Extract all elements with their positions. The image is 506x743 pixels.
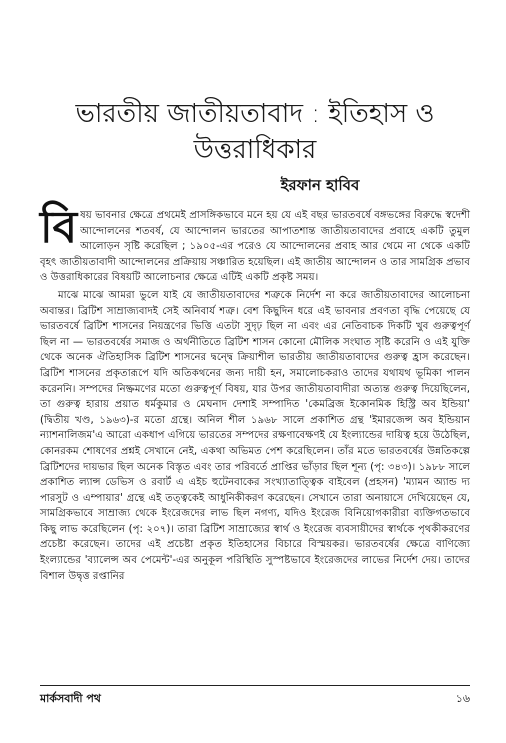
- paragraph-1: [40, 202, 470, 286]
- title-line-2: উত্তরাধিকার: [193, 135, 317, 165]
- footer-divider: [40, 685, 470, 686]
- article-body: [40, 202, 470, 584]
- title-line-1: ভারতীয় জাতীয়তাবাদ : ইতিহাস ও: [75, 99, 435, 129]
- article-title: [40, 96, 470, 168]
- page-number: ১৬: [455, 692, 470, 705]
- journal-name: মার্কসবাদী পথ: [40, 692, 101, 705]
- author-name: ইরফান হাবিব: [280, 176, 360, 194]
- paragraph-2: মাঝে মাঝে আমরা ভুলে যাই যে জাতীয়তাবাদের শত্রুকে নির্দেশ না করে জাতীয়তাবাদের আলোচনা অবান্তর। ব্রিটিশ সাম্রাজ্যবাদই সেই অনিবার্য শত্রু। বেশ কিছুদিন ধরে এই ভাবনার প্রবণতা বৃদ্ধি পেয়েছে যে ভারতবর্ষে ব্রিটিশ শাসনের নিয়ন্ত্রণের ভিত্তি এতটা সুদৃঢ় ছিল না এবং এর নেতিবাচক দিকটি খুব গুরুত্বপূর্ণ ছিল না — ভারতবর্ষের সমাজ ও অর্থনীতিতে ব্রিটিশ শাসন কোনো মৌলিক সংঘাত সৃষ্টি করেনি ও এই যুক্তি থেকে অনেক ঐতিহাসিক ব্রিটিশ শাসনের দ্বন্দ্বে ক্রিয়াশীল ভারতীয় জাতীয়তাবাদের গুরুত্ব হ্রাস করেছেন। ব্রিটিশ শাসনের প্রকৃতারূপে যদি অতিকথনের জন্য দায়ী হন, সমালোচকরাও তাদের যথাযথ ভূমিকা পালন করেননি। সম্পদের নিষ্ক্রমণের মতো গুরুত্বপূর্ণ বিষয়, যার উপর জাতীয়তাবাদীরা অত্যন্ত গুরুত্ব দিয়েছিলেন, তা গুরুত্ব হারায় প্রয়াত ধর্মকুমার ও মেঘনাদ দেশাই সম্পাদিত 'কেমব্রিজ ইকোনমিক হিস্ট্রি অব ইন্ডিয়া' (দ্বিতীয় খণ্ড, ১৯৬৩)-র মতো গ্রন্থে। অনিল শীল ১৯৬৮ সালে প্রকাশিত গ্রন্থ 'ইমারজেন্স অব ইন্ডিয়ান ন্যাশনালিজম'এ আরো একধাপ এগিয়ে ভারতের সম্পদের রক্ষণাবেক্ষণই যে ইংল্যান্ডের দায়িত্ব হয়ে উঠেছিল, কোনরকম শোষণের প্রশ্নই সেখানে নেই, একথা অভিমত পেশ করেছিলেন। তাঁর মতে ভারতবর্ষের উন্নতিকল্পে ব্রিটিশদের দায়ভার ছিল অনেক বিস্তৃত এবং তার পরিবর্তে প্রাপ্তির ভাঁড়ার ছিল শূন্য (পৃ: ৩৪৩)। ১৯৮৮ সালে প্রকাশিত ল্যান্স ডেভিস ও রবার্ট এ এইচ হুটেনবাকের সংখ্যাতাত্ত্বিক বাইবেল (প্রহসন) 'ম্যামন অ্যান্ড দ্য পারসুট ও এম্পায়ার' গ্রন্থে এই তত্ত্বকেই আধুনিকীকরণ করেছেন। সেখানে তারা অনায়াসে দেখিয়েছেন যে, সামগ্রিকভাবে সাম্রাজ্য থেকে ইংরেজদের লাভ ছিল নগণ্য, যদিও ইংরেজ বিনিয়োগকারীরা ব্যক্তিগতভাবে কিছু লাভ করেছিলেন (পৃ: ২০৭)। তারা ব্রিটিশ সাম্রাজ্যের স্বার্থ ও ইংরেজ ব্যবসায়ীদের স্বার্থকে পৃথকীকরণের প্রচেষ্টা করেছেন। তাদের এই প্রচেষ্টা প্রকৃত ইতিহাসের বিচারে বিস্ময়কর। ভারতবর্ষের ক্ষেত্রে বাণিজ্যে ইংল্যান্ডের 'ব্যালেন্স অব পেমেন্ট'-এর অনুকূল পরিস্থিতি সুস্পষ্টভাবে ইংরেজদের লাভের নির্দেশ দেয়। তাদের বিশাল উদ্বৃত্ত রপ্তানির: [40, 289, 470, 582]
- paragraph-1-text: ষয় ভাবনার ক্ষেত্রে প্রথমেই প্রাসঙ্গিকভাবে মনে হয় যে এই বছর ভারতবর্ষে বঙ্গভঙ্গের বিরুদ্ধে স্বদেশী আন্দোলনের শতবর্ষ, যে আন্দোলন ভারতের আপাতশান্ত জাতীয়তাবাদের প্রবাহে একটি তুমুল আলোড়ন সৃষ্টি করেছিল ; ১৯০৫-এর পরেও যে আন্দোলনের প্রবাহ আর থেমে না থেকে একটি বৃহৎ জাতীয়তাবাদী আন্দোলনের প্রক্রিয়ায় সঞ্চারিত হয়েছিল। এই জাতীয় আন্দোলন ও তার সামগ্রিক প্রভাব ও উত্তরাধিকারের বিষয়টি আলোচনার ক্ষেত্রে এটিই একটি প্রকৃষ্ট সময়।: [40, 210, 470, 284]
- drop-cap: বি: [40, 202, 78, 253]
